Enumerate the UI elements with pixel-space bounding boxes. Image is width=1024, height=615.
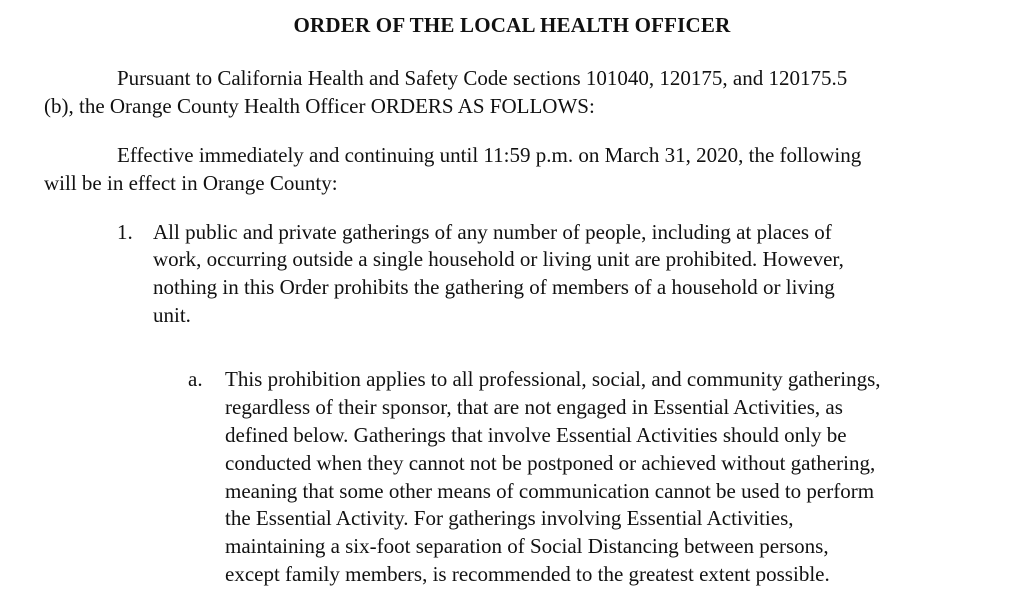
- item-1a-line-4: conducted when they cannot not be postponed or achieved without gathering,: [225, 451, 876, 475]
- item-1-line-2: work, occurring outside a single household or living unit are prohibited. However,: [153, 247, 844, 271]
- item-1a-line-2: regardless of their sponsor, that are not engaged in Essential Activities, as: [225, 395, 843, 419]
- item-1a-letter: a.: [188, 367, 203, 391]
- item-1-line-4: unit.: [153, 303, 191, 327]
- intro-line-2: (b), the Orange County Health Officer ORDERS AS FOLLOWS:: [44, 94, 595, 118]
- item-1a-line-5: meaning that some other means of communication cannot be used to perform: [225, 479, 875, 503]
- intro-line-1: Pursuant to California Health and Safety Code sections 101040, 120175, and 120175.5: [117, 66, 848, 90]
- item-1a-line-6: the Essential Activity. For gatherings involving Essential Activities,: [225, 506, 794, 530]
- document-title: ORDER OF THE LOCAL HEALTH OFFICER: [293, 13, 731, 37]
- item-1a-line-7: maintaining a six-foot separation of Social Distancing between persons,: [225, 534, 829, 558]
- item-1-number: 1.: [117, 220, 133, 244]
- item-1a-line-3: defined below. Gatherings that involve Essential Activities should only be: [225, 423, 847, 447]
- effective-line-2: will be in effect in Orange County:: [44, 171, 338, 195]
- item-1-line-1: All public and private gatherings of any number of people, including at places of: [153, 220, 832, 244]
- item-1-line-3: nothing in this Order prohibits the gathering of members of a household or living: [153, 275, 835, 299]
- item-1a-line-1: This prohibition applies to all professional, social, and community gatherings,: [225, 367, 881, 391]
- effective-line-1: Effective immediately and continuing until 11:59 p.m. on March 31, 2020, the following: [117, 143, 862, 167]
- item-1a-line-8: except family members, is recommended to the greatest extent possible.: [225, 562, 830, 586]
